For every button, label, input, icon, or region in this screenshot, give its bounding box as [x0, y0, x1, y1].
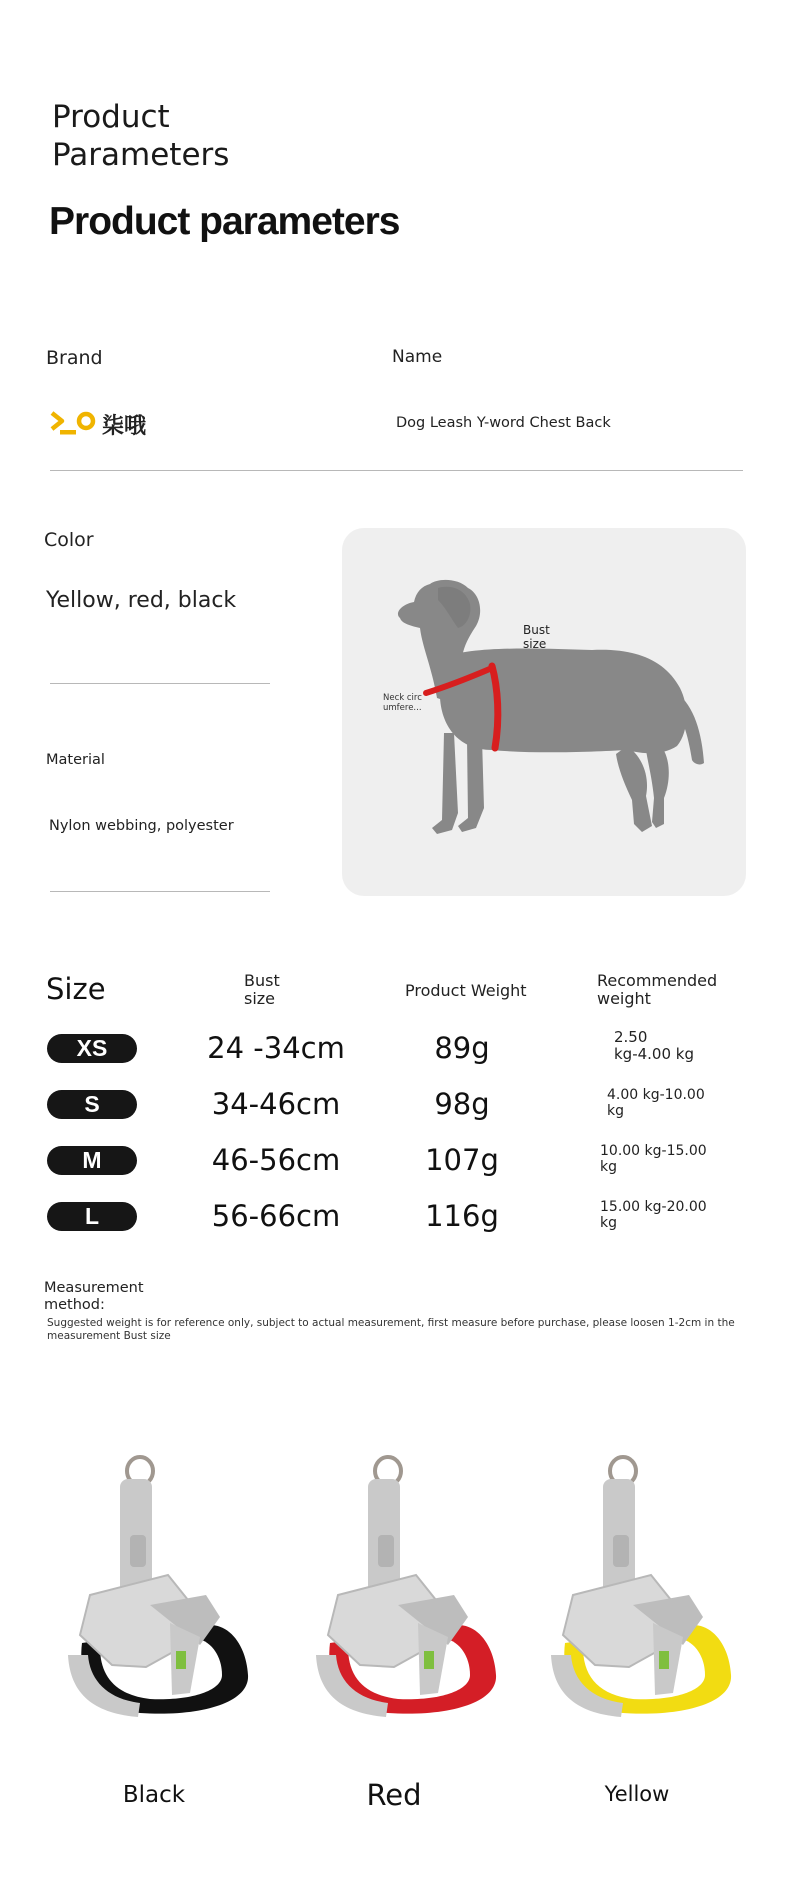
neck-label-line1: Neck circ	[383, 693, 422, 703]
weight-cell: 116g	[425, 1199, 499, 1233]
neck-label-line2: umfere...	[383, 703, 422, 713]
table-row	[0, 1028, 790, 1067]
col-header-recommended-line1: Recommended	[597, 971, 718, 990]
material-value: Nylon webbing, polyester	[49, 818, 234, 834]
color-label: Color	[44, 529, 94, 551]
measurement-label-line2: method:	[44, 1297, 105, 1313]
recommended-cell-line1: 15.00 kg-20.00	[600, 1199, 707, 1215]
table-row	[0, 1087, 790, 1123]
col-header-bust-line2: size	[244, 989, 276, 1008]
recommended-cell-line2: kg	[600, 1159, 617, 1175]
recommended-cell-line1: 2.50	[614, 1028, 648, 1046]
recommended-cell-line2: kg-4.00 kg	[614, 1045, 694, 1063]
size-table-title: Size	[46, 972, 106, 1006]
recommended-cell	[607, 1087, 705, 1119]
size-badge: XS	[47, 1034, 137, 1063]
bust-cell: 46-56cm	[211, 1143, 341, 1177]
product-harness-black	[50, 1455, 260, 1745]
product-harness-yellow	[533, 1455, 743, 1745]
harness-icon	[298, 1455, 508, 1745]
bust-size-label-line1: Bust	[523, 623, 550, 637]
page-heading: Product parameters	[49, 200, 400, 243]
product-name: Dog Leash Y-word Chest Back	[396, 415, 611, 431]
brand-label: Brand	[46, 347, 103, 369]
name-label: Name	[392, 347, 443, 367]
caption-yellow: Yellow	[604, 1782, 670, 1806]
recommended-cell-line2: kg	[607, 1103, 624, 1119]
col-header-bust	[244, 972, 280, 1008]
recommended-cell-line1: 10.00 kg-15.00	[600, 1143, 707, 1159]
divider-brand	[50, 470, 743, 471]
material-label: Material	[46, 752, 105, 768]
col-header-recommended	[597, 972, 717, 1008]
brand-logo-text: 柒哦	[102, 413, 147, 439]
bust-cell: 24 -34cm	[207, 1031, 345, 1065]
weight-cell: 98g	[434, 1087, 490, 1121]
size-badge: L	[47, 1202, 137, 1231]
divider-color	[50, 683, 270, 684]
divider-material	[50, 891, 270, 892]
size-badge: S	[47, 1090, 137, 1119]
section-title-line2: Parameters	[52, 137, 230, 173]
recommended-cell	[614, 1029, 694, 1063]
measurement-label-line1: Measurement	[44, 1280, 144, 1296]
size-badge: M	[47, 1146, 137, 1175]
table-row	[0, 1199, 790, 1235]
brand-logo-mark-icon	[50, 409, 96, 439]
recommended-cell-line1: 4.00 kg-10.00	[607, 1087, 705, 1103]
size-diagram	[342, 528, 746, 896]
caption-red: Red	[366, 1778, 422, 1812]
col-header-weight: Product Weight	[405, 981, 527, 1000]
col-header-bust-line1: Bust	[244, 971, 280, 990]
weight-cell: 107g	[425, 1143, 499, 1177]
section-title	[52, 98, 229, 174]
bust-size-label-line2: size	[523, 637, 547, 651]
harness-icon	[533, 1455, 743, 1745]
color-value: Yellow, red, black	[46, 588, 237, 613]
brand-logo	[50, 409, 170, 439]
bust-cell: 34-46cm	[211, 1087, 341, 1121]
recommended-cell	[600, 1143, 707, 1175]
recommended-cell	[600, 1199, 707, 1231]
product-harness-red	[298, 1455, 508, 1745]
neck-label	[383, 693, 422, 713]
section-title-line1: Product	[52, 99, 170, 135]
bust-cell: 56-66cm	[211, 1199, 341, 1233]
col-header-recommended-line2: weight	[597, 989, 651, 1008]
bust-size-label	[523, 623, 550, 651]
measurement-label	[44, 1280, 144, 1314]
caption-black: Black	[122, 1782, 186, 1808]
measurement-note: Suggested weight is for reference only, subject to actual measurement, first measure before purchase, please loosen 1-2cm in the measurement Bust size	[47, 1317, 735, 1342]
harness-icon	[50, 1455, 260, 1745]
weight-cell: 89g	[434, 1031, 490, 1065]
table-row	[0, 1143, 790, 1179]
recommended-cell-line2: kg	[600, 1215, 617, 1231]
